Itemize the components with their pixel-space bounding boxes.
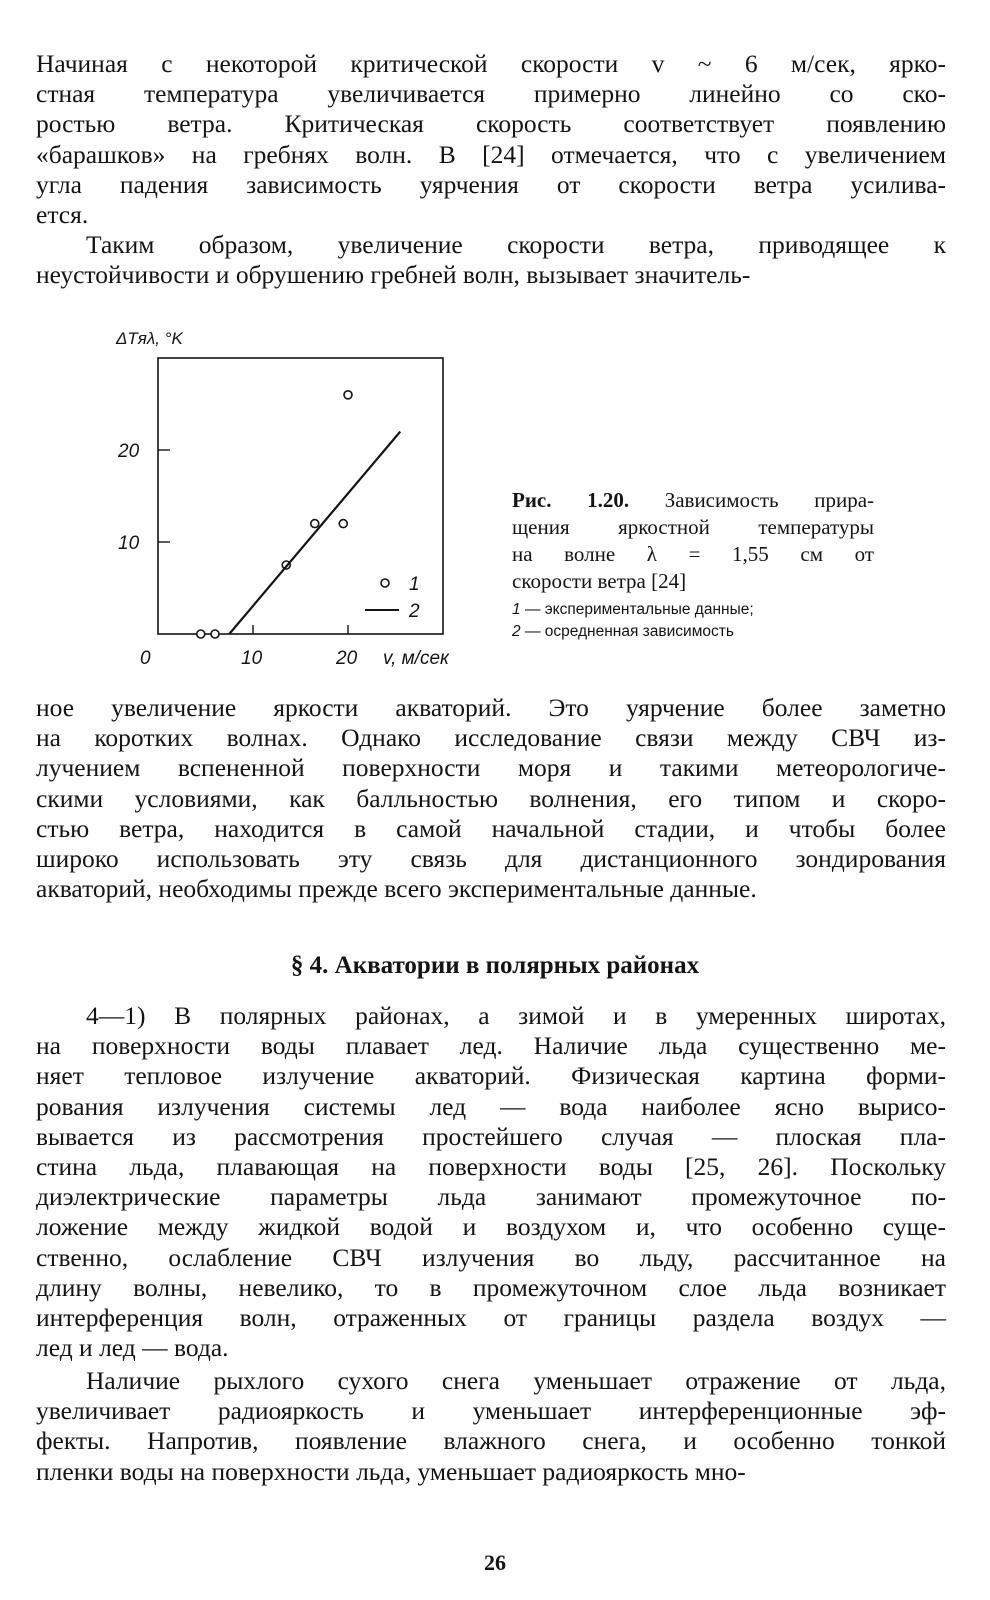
text-line: ростью ветра. Критическая скорость соответствует появлению (36, 109, 946, 139)
legend-label-1: 1 (409, 574, 420, 595)
legend-2-text: — осредненная зависимость (524, 623, 734, 640)
legend-1-number: 1 (512, 601, 521, 618)
y-axis-label: ΔTяλ, °K (116, 329, 183, 348)
caption-legend-item-1 (512, 599, 874, 621)
y-tick-label: 20 (118, 441, 140, 462)
data-point (311, 520, 319, 528)
text-line: длину волны, невелико, то в промежуточном слое льда возникает (36, 1272, 946, 1302)
data-point (339, 520, 347, 528)
fit-line (229, 432, 400, 634)
text-line: лучением вспененной поверхности моря и такими метеорологиче- (36, 753, 946, 783)
paragraph-1 (36, 49, 946, 230)
legend-marker-1 (381, 579, 389, 587)
text-line: 4—1) В полярных районах, а зимой и в умеренных широтах, (86, 1001, 946, 1030)
text-line: Наличие рыхлого сухого снега уменьшает отражение от льда, (86, 1366, 946, 1395)
chart-frame (115, 329, 450, 669)
text-line: рования излучения системы лед — вода наиболее ясно вырисо- (36, 1091, 946, 1121)
chart-marks (197, 391, 401, 638)
text-line: угла падения зависимость уярчения от скорости ветра усилива- (36, 169, 946, 199)
text-line: фекты. Напротив, появление влажного снега, и особенно тонкой (36, 1426, 946, 1456)
text-line: увеличивает радиояркость и уменьшает интерференционные эф- (36, 1396, 946, 1426)
text-line: ственно, ослабление СВЧ излучения во льду, рассчитанное на (36, 1242, 946, 1272)
text-line: диэлектрические параметры льда занимают промежуточное по- (36, 1182, 946, 1212)
section-heading: § 4. Акватории в полярных районах (290, 952, 700, 979)
text-line: скими условиями, как балльностью волнения, его типом и скоро- (36, 783, 946, 813)
legend-2-number: 2 (512, 623, 521, 640)
caption-line-1: Зависимость прира- (664, 488, 875, 512)
figure-caption (512, 487, 874, 643)
text-line: стина льда, плавающая на поверхности воды [25, 26]. Поскольку (36, 1151, 946, 1181)
paragraph-2 (36, 230, 946, 290)
plot-frame (158, 358, 443, 634)
text-line: Начиная с некоторой критической скорости v ~ 6 м/сек, ярко- (36, 49, 946, 78)
x-tick-label: 0 (140, 648, 151, 669)
chart-legend (365, 574, 420, 622)
text-line: широко использовать эту связь для дистанционного зондирования (36, 843, 946, 873)
text-line: ное увеличение яркости акваторий. Это уярчение более заметно (36, 693, 946, 722)
text-line: няет тепловое излучение акваторий. Физическая картина форми- (36, 1061, 946, 1091)
text-line: акваторий, необходимы прежде всего экспериментальные данные. (36, 874, 757, 904)
page-number: 26 (484, 1550, 506, 1575)
text-line: стью ветра, находится в самой начальной стадии, и чтобы более (36, 813, 946, 843)
caption-text (512, 487, 874, 595)
y-tick-label: 10 (118, 533, 140, 554)
wind-speed-brightness-chart (100, 318, 500, 678)
caption-legend-item-2 (512, 621, 874, 643)
data-point (197, 630, 205, 638)
paragraph-3 (36, 693, 946, 904)
text-line: на коротких волнах. Однако исследование связи между СВЧ из- (36, 723, 946, 753)
text-line: стная температура увеличивается примерно линейно со ско- (36, 79, 946, 109)
x-tick-label: 10 (241, 648, 263, 669)
x-axis-label: v, м/сек (383, 648, 449, 669)
text-line: ложение между жидкой водой и воздухом и, что особенно суще- (36, 1212, 946, 1242)
paragraph-4 (36, 1001, 946, 1363)
text-line: Таким образом, увеличение скорости ветра, приводящее к (86, 230, 946, 259)
caption-line-3: на волне λ = 1,55 см от (512, 542, 874, 566)
text-line: на поверхности воды плавает лед. Наличие льда существенно ме- (36, 1031, 946, 1061)
text-line: «барашков» на гребнях волн. В [24] отмечается, что с увеличением (36, 139, 946, 169)
text-line: ется. (36, 199, 89, 229)
paragraph-5 (36, 1366, 946, 1487)
legend-1-text: — экспериментальные данные; (524, 601, 754, 618)
x-tick-label: 20 (336, 648, 358, 669)
text-line: интерференция волн, отраженных от границы раздела воздух — (36, 1302, 946, 1332)
text-line: неустойчивости и обрушению гребней волн, вызывает значитель- (36, 260, 751, 290)
text-line: пленки воды на поверхности льда, уменьшает радиояркость мно- (36, 1456, 746, 1486)
legend-label-2: 2 (409, 601, 420, 622)
caption-legend (512, 599, 874, 643)
data-point (344, 391, 352, 399)
text-line: вывается из рассмотрения простейшего случая — плоская пла- (36, 1121, 946, 1151)
data-point (211, 630, 219, 638)
caption-line-2: щения яркостной температуры (512, 515, 874, 539)
caption-line-4: скорости ветра [24] (512, 569, 687, 593)
text-line: лед и лед — вода. (36, 1333, 229, 1363)
figure-label: Рис. 1.20. (512, 488, 630, 512)
